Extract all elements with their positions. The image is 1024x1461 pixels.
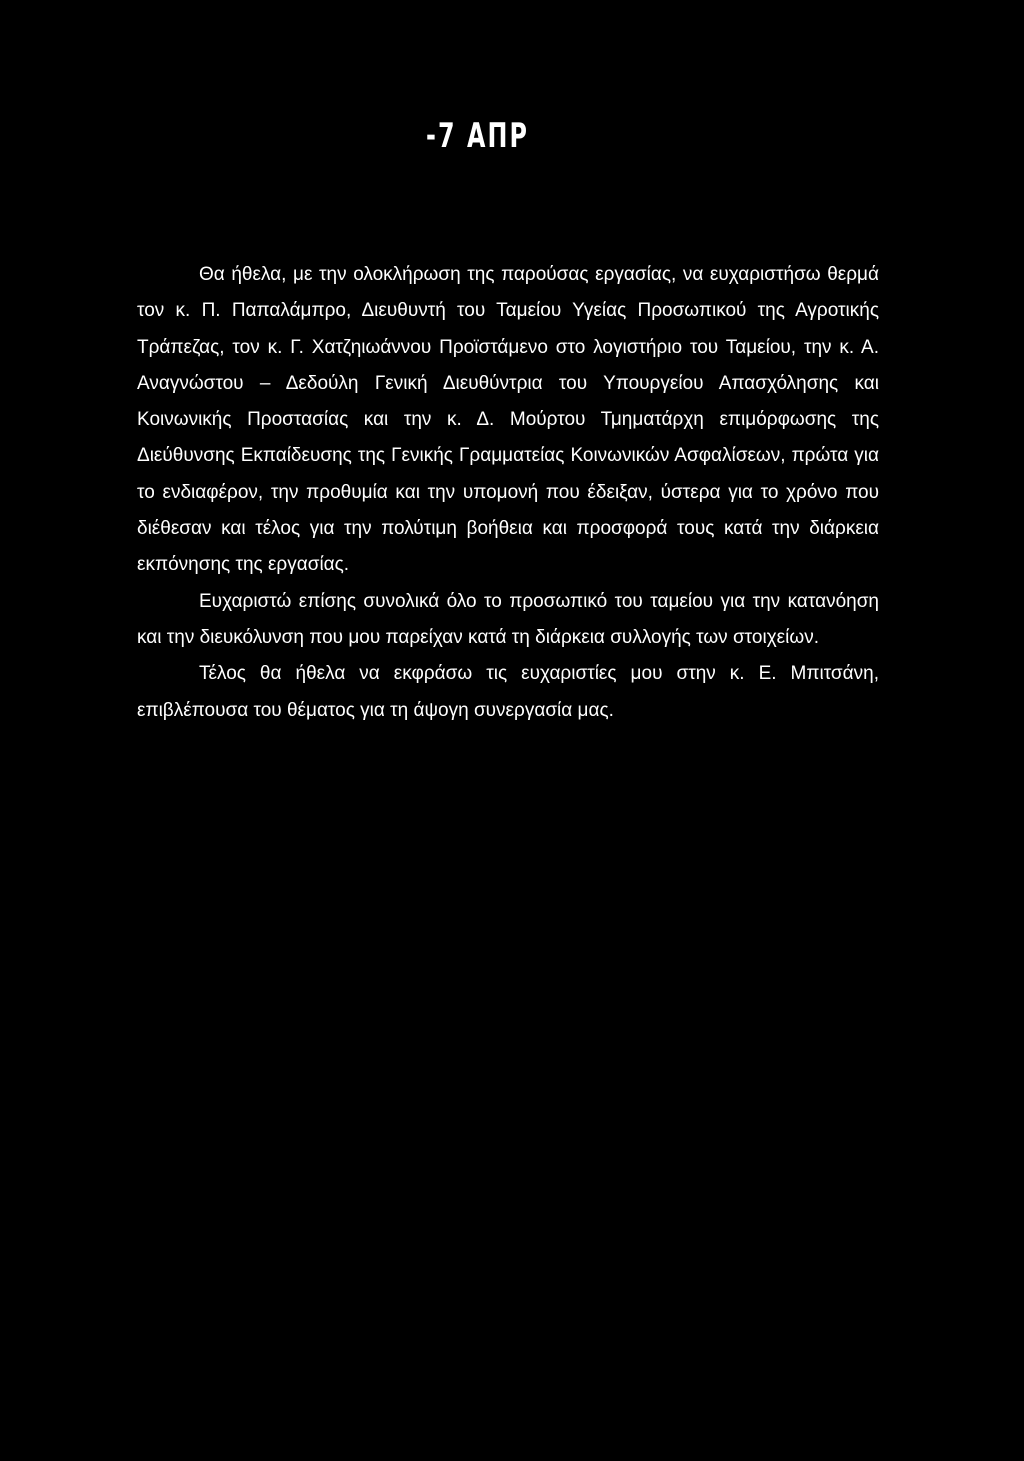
paragraph-thanks-individuals: Θα ήθελα, με την ολοκλήρωση της παρούσας εργασίας, να ευχαριστήσω θερμά τον κ. Π. Παπαλάμπρο, Διευθυντή του Ταμείου Υγείας Προσωπικού της Αγροτικής Τράπεζας, τον κ. Γ. Χατζηιωάννου Προϊστάμενο στο λογιστήριο του Ταμείου, την κ. Α. Αναγνώστου – Δεδούλη Γενική Διευθύντρια του Υπουργείου Απασχόλησης και Κοινωνικής Προστασίας και την κ. Δ. Μούρτου Τμηματάρχη επιμόρφωσης της Διεύθυνσης Εκπαίδευσης της Γενικής Γραμματείας Κοινωνικών Ασφαλίσεων, πρώτα για το ενδιαφέρον, την προθυμία και την υπομονή που έδειξαν, ύστερα για το χρόνο που διέθεσαν και τέλος για την πολύτιμη βοήθεια και προσφορά τους κατά την διάρκεια εκπόνησης της εργασίας. — [137, 264, 879, 576]
paragraph-thanks-supervisor: Τέλος θα ήθελα να εκφράσω τις ευχαριστίες μου στην κ. Ε. Μπιτσάνη, επιβλέπουσα του θέματος για τη άψογη συνεργασία μας. — [137, 663, 879, 721]
acknowledgements-body — [137, 257, 879, 729]
stamp-heading: -7 ΑΠΡ — [426, 116, 530, 156]
paragraph-thanks-staff: Ευχαριστώ επίσης συνολικά όλο το προσωπικό του ταμείου για την κατανόηση και την διευκόλυνση που μου παρείχαν κατά τη διάρκεια συλλογής των στοιχείων. — [137, 590, 879, 648]
